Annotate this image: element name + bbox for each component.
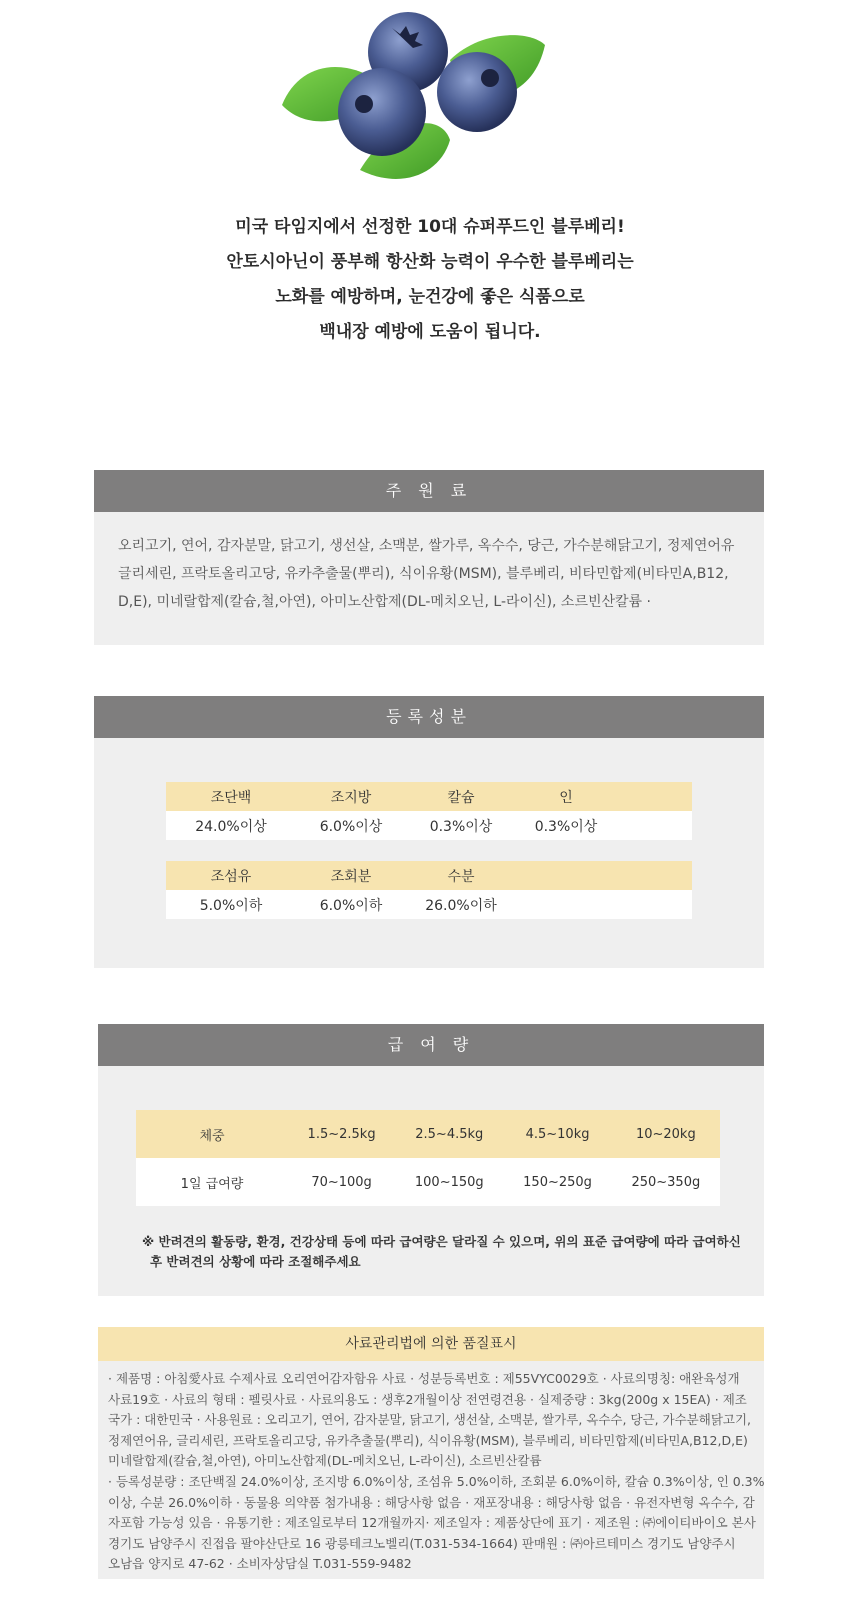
ingredients-line: 글리세린, 프락토올리고당, 유카추출물(뿌리), 식이유황(MSM), 블루베리, 비타민합제(비타민A,B12, [118, 566, 729, 582]
berry-left [338, 68, 426, 156]
comp-header-empty [616, 782, 692, 811]
composition-table-1 [166, 782, 692, 840]
intro-line: 안토시아닌이 풍부해 항산화 능력이 우수한 블루베리는 [226, 252, 634, 272]
quality-line: · 제품명 : 아침愛사료 수제사료 오리연어감자함유 사료 · 성분등록번호 : 제55VYC0029호 · 사료의명칭: 애완육성개 [108, 1371, 740, 1386]
ingredients-title: 주 원 료 [94, 470, 764, 512]
feed-header-weight: 4.5~10kg [503, 1110, 611, 1158]
comp-header: 조지방 [296, 782, 406, 811]
feeding-title: 급 여 량 [98, 1024, 764, 1066]
comp-header: 조단백 [166, 782, 296, 811]
blueberry-image [0, 0, 860, 200]
berry-right [437, 52, 517, 132]
note-line: 후 반려견의 상황에 따라 조절해주세요 [150, 1254, 361, 1269]
quality-line: 사료19호 · 사료의 형태 : 펠릿사료 · 사료의용도 : 생후2개월이상 전연령견용 · 실제중량 : 3kg(200g x 15EA) · 제조 [108, 1391, 747, 1407]
quality-line: 오남읍 양지로 47-62 · 소비자상담실 T.031-559-9482 [108, 1556, 412, 1572]
quality-title: 사료관리법에 의한 품질표시 [98, 1327, 764, 1361]
comp-header: 수분 [406, 861, 516, 890]
quality-line: 자포함 가능성 있음 · 유통기한 : 제조일로부터 12개월까지· 제조일자 : 제품상단에 표기 · 제조원 : ㈜에이티바이오 본사 [108, 1515, 756, 1531]
comp-value [516, 890, 616, 919]
comp-value-empty [616, 890, 692, 919]
quality-section [98, 1327, 764, 1579]
feed-header-weight: 1.5~2.5kg [288, 1110, 395, 1158]
comp-header [516, 861, 616, 890]
composition-table-2 [166, 861, 692, 919]
comp-value: 5.0%이하 [166, 890, 296, 919]
comp-header: 칼슘 [406, 782, 516, 811]
comp-value: 26.0%이하 [406, 890, 516, 919]
intro-line: 미국 타임지에서 선정한 10대 슈퍼푸드인 블루베리! [235, 217, 625, 237]
quality-line: 국가 : 대한민국 · 사용원료 : 오리고기, 연어, 감자분말, 닭고기, 생선살, 소맥분, 쌀가루, 옥수수, 당근, 가수분해닭고기, [108, 1412, 752, 1428]
comp-value-empty [616, 811, 692, 840]
intro-line: 노화를 예방하며, 눈건강에 좋은 식품으로 [275, 287, 585, 307]
intro-text [0, 210, 860, 350]
comp-value: 6.0%이상 [296, 811, 406, 840]
quality-line: 미네랄합제(칼슘,철,아연), 아미노산합제(DL-메치오닌, L-라이신), 소르빈산칼륨 [108, 1453, 542, 1469]
feeding-note [142, 1232, 742, 1272]
quality-line: 경기도 남양주시 진접읍 팔야산단로 16 광릉테크노벨리(T.031-534-1664) 판매원 : ㈜아르테미스 경기도 남양주시 [108, 1535, 736, 1551]
note-line: ※ 반려견의 활동량, 환경, 건강상태 등에 따라 급여량은 달라질 수 있으며, 위의 표준 급여량에 따라 급여하신 [142, 1234, 741, 1249]
feed-header-label: 체중 [136, 1110, 288, 1158]
comp-header-empty [616, 861, 692, 890]
quality-line: 이상, 수분 26.0%이하 · 동물용 의약품 첨가내용 : 해당사항 없음 · 재포장내용 : 해당사항 없음 · 유전자변형 옥수수, 감 [108, 1494, 755, 1510]
comp-value: 0.3%이상 [406, 811, 516, 840]
composition-title: 등록성분 [94, 696, 764, 738]
comp-value: 6.0%이하 [296, 890, 406, 919]
ingredients-text [94, 512, 764, 636]
comp-value: 0.3%이상 [516, 811, 616, 840]
feed-amount: 70~100g [288, 1158, 395, 1206]
comp-header: 조섬유 [166, 861, 296, 890]
feeding-table [136, 1110, 720, 1206]
comp-value: 24.0%이상 [166, 811, 296, 840]
comp-header: 인 [516, 782, 616, 811]
composition-section [94, 696, 764, 968]
feeding-section [98, 1024, 764, 1296]
feed-header-weight: 2.5~4.5kg [395, 1110, 503, 1158]
feed-amount: 150~250g [503, 1158, 611, 1206]
ingredients-line: 오리고기, 연어, 감자분말, 닭고기, 생선살, 소맥분, 쌀가루, 옥수수, 당근, 가수분해닭고기, 정제연어유 [118, 538, 735, 554]
ingredients-line: D,E), 미네랄합제(칼슘,철,아연), 아미노산합제(DL-메치오닌, L-라이신), 소르빈산칼륨 · [118, 594, 651, 610]
intro-line: 백내장 예방에 도움이 됩니다. [319, 322, 541, 342]
feed-header-weight: 10~20kg [612, 1110, 720, 1158]
quality-line: · 등록성분량 : 조단백질 24.0%이상, 조지방 6.0%이상, 조섬유 5.0%이하, 조회분 6.0%이하, 칼슘 0.3%이상, 인 0.3% [108, 1473, 765, 1489]
feed-amount: 250~350g [612, 1158, 720, 1206]
feed-amount: 100~150g [395, 1158, 503, 1206]
feed-row-label: 1일 급여량 [136, 1158, 288, 1206]
quality-line: 정제연어유, 글리세린, 프락토올리고당, 유카추출물(뿌리), 식이유황(MSM), 블루베리, 비타민합제(비타민A,B12,D,E) [108, 1432, 748, 1448]
ingredients-section [94, 470, 764, 645]
quality-text [98, 1361, 764, 1583]
comp-header: 조회분 [296, 861, 406, 890]
